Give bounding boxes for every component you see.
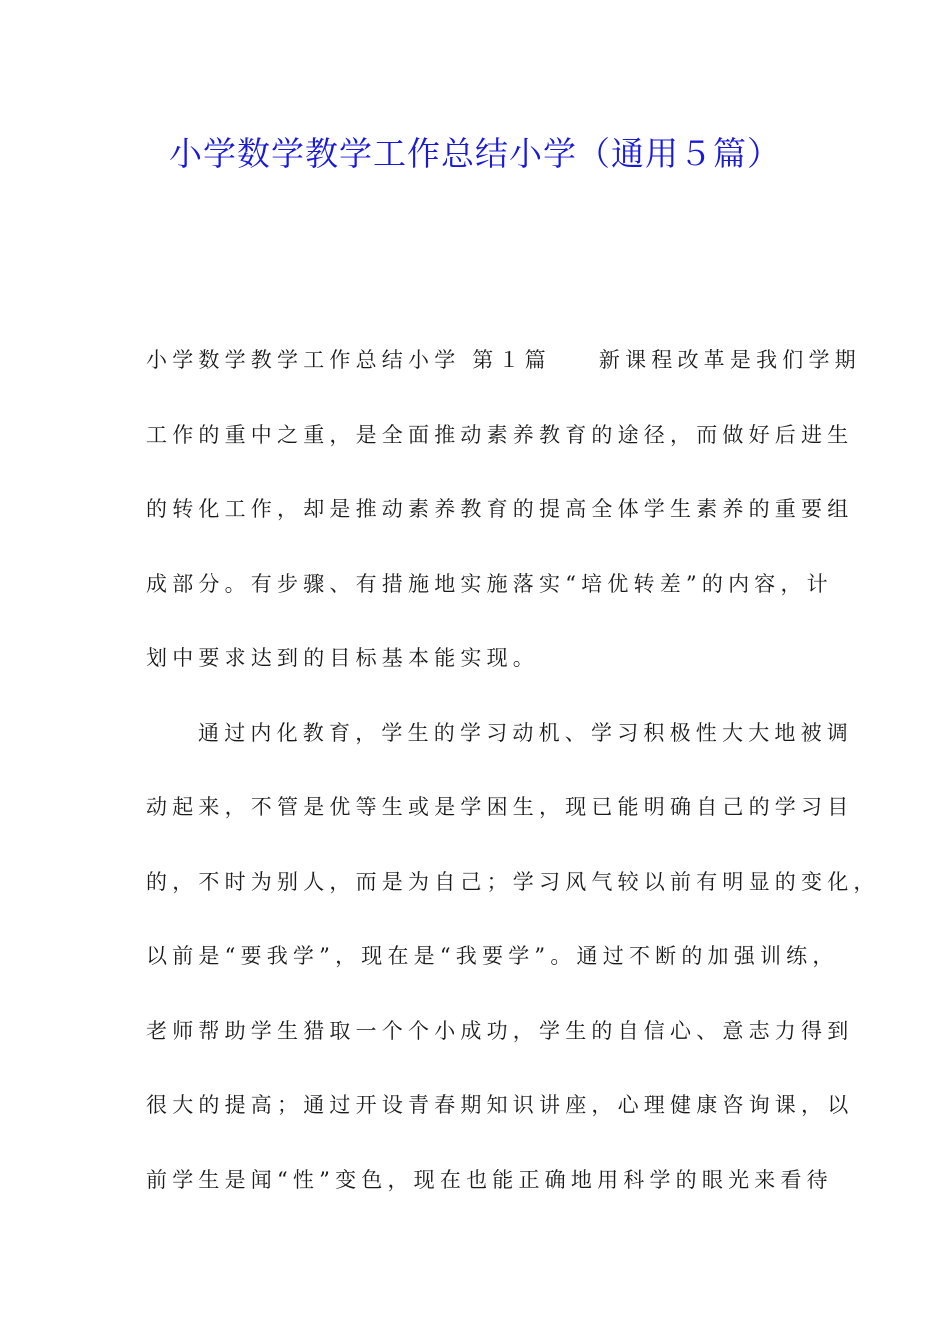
section-heading: 小学数学教学工作总结小学 第１篇 [146, 348, 551, 372]
text-line: 通过内化教育，学生的学习动机、学习积极性大大地被调 [198, 720, 853, 745]
document-title: 小学数学教学工作总结小学（通用５篇） [169, 134, 781, 173]
paragraph-text: 新课程改革是我们学期 [598, 348, 861, 372]
text-line [146, 330, 861, 405]
text-line: 工作的重中之重，是全面推动素养教育的途径，而做好后进生 [146, 422, 854, 447]
text-line: 划中要求达到的目标基本能实现。 [146, 646, 539, 670]
document-body [146, 330, 880, 1224]
text-line: 很大的提高；通过开设青春期知识讲座，心理健康咨询课，以 [146, 1093, 854, 1117]
text-line: 前学生是闻“性”变色，现在也能正确地用科学的眼光来看待 [146, 1167, 833, 1192]
text-line: 动起来，不管是优等生或是学困生，现已能明确自己的学习目 [146, 795, 854, 819]
text-line: 老师帮助学生猎取一个个小成功，学生的自信心、意志力得到 [146, 1018, 854, 1043]
text-line: 成部分。有步骤、有措施地实施落实“培优转差”的内容，计 [146, 571, 833, 596]
text-line: 以前是“要我学”，现在是“我要学”。通过不断的加强训练， [146, 944, 839, 968]
text-line: 的，不时为别人，而是为自己；学习风气较以前有明显的变化， [146, 869, 880, 894]
text-line: 的转化工作，却是推动素养教育的提高全体学生素养的重要组 [146, 497, 854, 521]
